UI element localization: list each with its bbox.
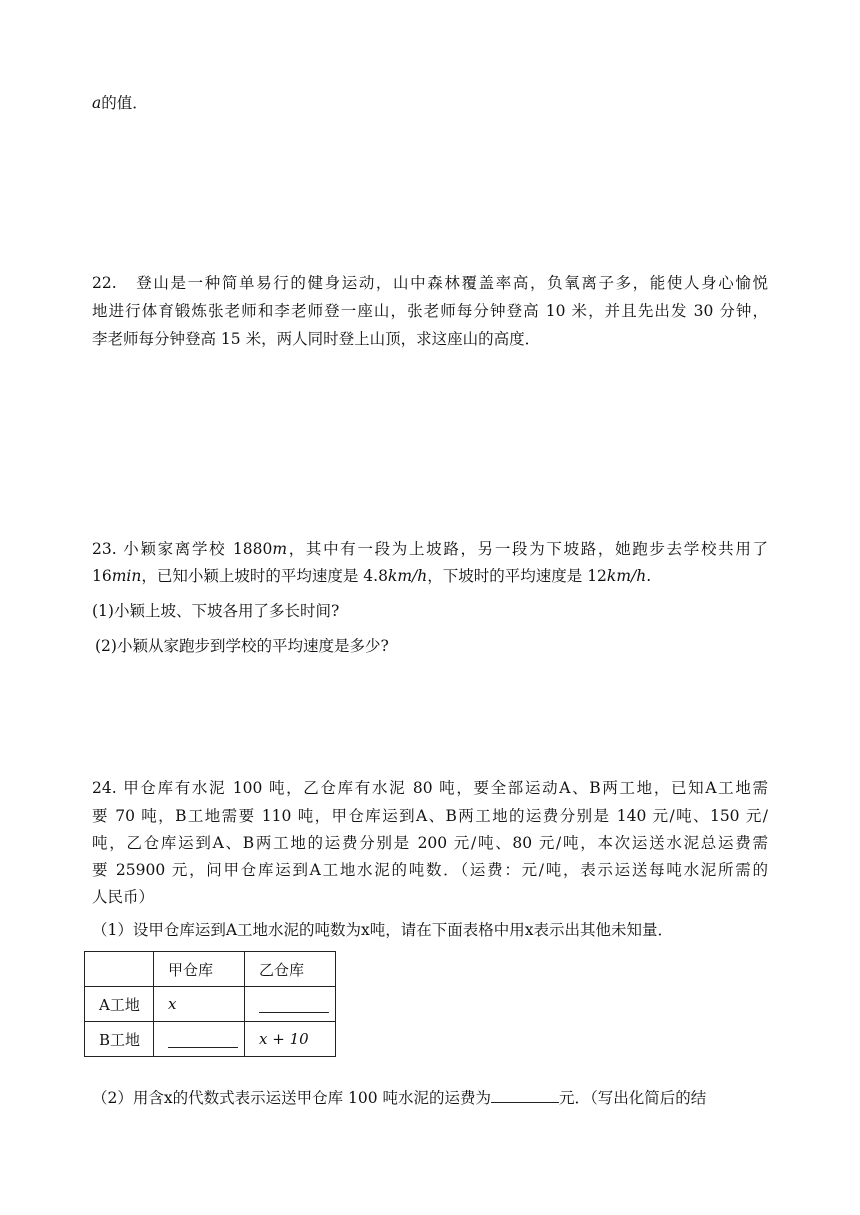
q23-sub-1: (1)小颖上坡、下坡各用了多长时间? bbox=[92, 602, 340, 620]
q24-line-5: 人民币） bbox=[92, 888, 155, 906]
q21-tail-text: 的值． bbox=[101, 94, 148, 112]
q23-text-1a: 小颖家离学校 1880 bbox=[123, 540, 273, 558]
q23-unit-kmh-2: km/h bbox=[606, 567, 647, 585]
q23-line-1 bbox=[92, 538, 768, 560]
q23-text-1b: ，其中有一段为上坡路，另一段为下坡路，她跑步去学校共用了 bbox=[287, 540, 768, 558]
q24-number: 24. bbox=[92, 779, 117, 797]
table-header-cell: 乙仓库 bbox=[245, 952, 336, 987]
q22-line-3: 李老师每分钟登高 15 米，两人同时登上山顶，求这座山的高度． bbox=[92, 330, 541, 348]
table-cell: x + 10 bbox=[245, 1022, 336, 1057]
q23-text-2a: 16 bbox=[92, 567, 112, 585]
q23-unit-min: min bbox=[111, 567, 142, 585]
table-row bbox=[85, 987, 336, 1022]
q24-table bbox=[84, 951, 336, 1057]
table-header-cell bbox=[85, 952, 154, 987]
q23-sub-2: (2)小颖从家跑步到学校的平均速度是多少? bbox=[95, 637, 389, 655]
q24-line-4: 要 25900 元，问甲仓库运到A工地水泥的吨数．（运费：元/吨，表示运送每吨水泥所需的 bbox=[92, 861, 768, 879]
table-row bbox=[85, 952, 336, 987]
q22-line-1 bbox=[92, 272, 768, 294]
q23-number: 23. bbox=[92, 540, 117, 558]
q23-text-2c: ，下坡时的平均速度是 12 bbox=[427, 567, 607, 585]
q21-tail bbox=[92, 92, 148, 114]
q23-text-2d: . bbox=[646, 567, 652, 585]
q24-sub-1: （1）设甲仓库运到A工地水泥的吨数为x吨，请在下面表格中用x表示出其他未知量． bbox=[92, 921, 674, 939]
q23-line-2 bbox=[92, 565, 651, 587]
q24-line-2: 要 70 吨，B工地需要 110 吨，甲仓库运到A、B两工地的运费分别是 140 元/吨、150 元/ bbox=[92, 807, 768, 825]
table-cell-blank[interactable] bbox=[154, 1022, 245, 1057]
answer-blank[interactable] bbox=[491, 1086, 559, 1103]
table-row-label: B工地 bbox=[85, 1022, 154, 1057]
answer-blank[interactable] bbox=[168, 1033, 238, 1048]
table-row-label: A工地 bbox=[85, 987, 154, 1022]
q24-line-3: 吨，乙仓库运到A、B两工地的运费分别是 200 元/吨、80 元/吨，本次运送水泥总运费需 bbox=[92, 834, 768, 852]
q24-line-1 bbox=[92, 777, 768, 799]
table-row bbox=[85, 1022, 336, 1057]
answer-blank[interactable] bbox=[259, 998, 329, 1013]
q23-unit-m: m bbox=[272, 540, 288, 558]
q22-line-2: 地进行体育锻炼张老师和李老师登一座山，张老师每分钟登高 10 米，并且先出发 30 分钟， bbox=[92, 302, 768, 320]
q24-sub-2-text-b: 元．（写出化简后的结 bbox=[559, 1089, 707, 1107]
q23-text-2b: ，已知小颖上坡时的平均速度是 4.8 bbox=[141, 567, 388, 585]
table-cell-blank[interactable] bbox=[245, 987, 336, 1022]
q21-var: a bbox=[92, 94, 102, 112]
q24-text-1: 甲仓库有水泥 100 吨，乙仓库有水泥 80 吨，要全部运动A、B两工地，已知A工地需 bbox=[123, 779, 768, 797]
table-cell: x bbox=[154, 987, 245, 1022]
q22-text-1: 登山是一种简单易行的健身运动，山中森林覆盖率高，负氧离子多，能使人身心愉悦 bbox=[136, 274, 768, 292]
q24-sub-2 bbox=[92, 1086, 706, 1109]
table-header-cell: 甲仓库 bbox=[154, 952, 245, 987]
q24-sub-2-text-a: （2）用含x的代数式表示运送甲仓库 100 吨水泥的运费为 bbox=[92, 1089, 492, 1107]
q23-unit-kmh-1: km/h bbox=[387, 567, 428, 585]
q22-number: 22. bbox=[92, 274, 117, 292]
